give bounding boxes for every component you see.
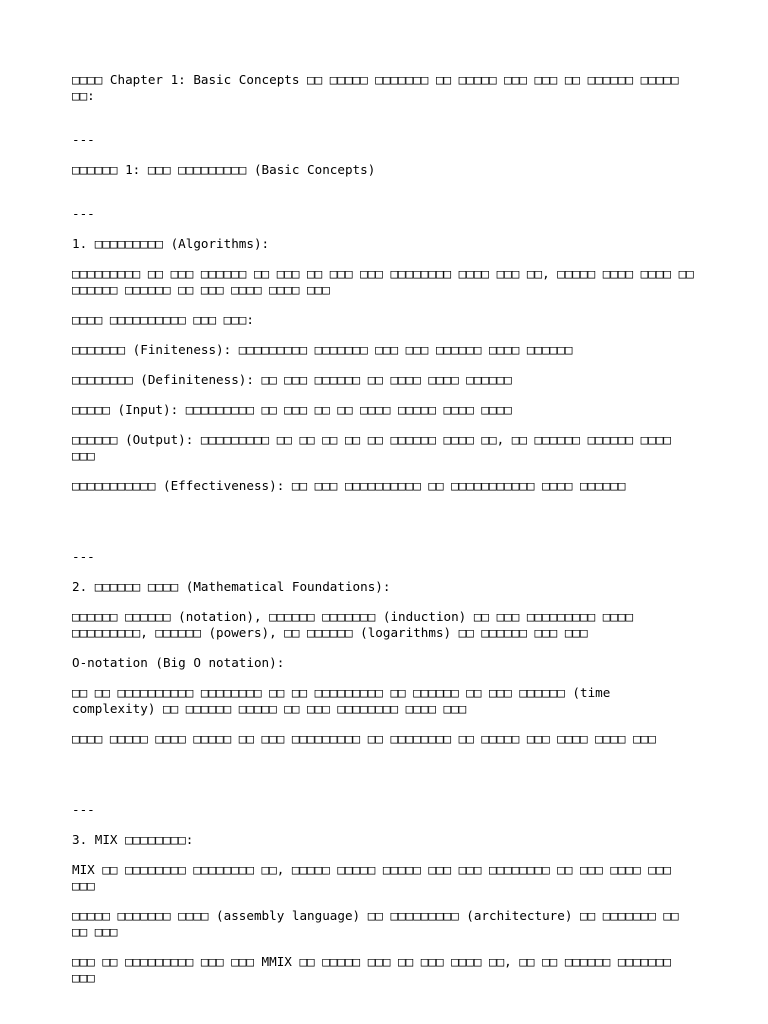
chapter-heading: □□□□□□ 1: □□□ □□□□□□□□□ (Basic Concepts): [72, 162, 376, 177]
document-page: [72, 72, 698, 1000]
section-heading-algorithms: 1. □□□□□□□□□ (Algorithms):: [72, 236, 270, 251]
mix-paragraph-3: □□□ □□ □□□□□□□□□ □□□ □□□ MMIX □□ □□□□□ □□□ □□ □□□ □□□□ □□, □□ □□ □□□□□□ □□□□□□□ □□□: [72, 954, 671, 985]
algorithms-paragraph: □□□□□□□□□ □□ □□□ □□□□□□ □□ □□□ □□ □□□ □□□ □□□□□□□□ □□□□ □□□ □□, □□□□□ □□□□ □□□□ □□ □□□□□□ □□□□□□ □□ □□□ □□□□ □□□□ □□□: [72, 266, 694, 297]
properties-intro: □□□□ □□□□□□□□□□ □□□ □□□:: [72, 312, 254, 327]
divider: ---: [72, 802, 95, 817]
math-paragraph: □□□□□□ □□□□□□ (notation), □□□□□□ □□□□□□□ (induction) □□ □□□ □□□□□□□□□ □□□□ □□□□□□□□□, □□□□□□ (powers), □□ □□□□□□ (logarithms) □□ □□□□□□ □□□ □□□: [72, 609, 634, 640]
property-effectiveness: □□□□□□□□□□□ (Effectiveness): □□ □□□ □□□□□□□□□□ □□ □□□□□□□□□□□ □□□□ □□□□□□: [72, 478, 626, 493]
mix-paragraph-2: □□□□□ □□□□□□□ □□□□ (assembly language) □□ □□□□□□□□□ (architecture) □□ □□□□□□□ □□ □□ □□□: [72, 908, 679, 939]
divider: ---: [72, 132, 95, 147]
property-input: □□□□□ (Input): □□□□□□□□□ □□ □□□ □□ □□ □□□□ □□□□□ □□□□ □□□□: [72, 402, 512, 417]
o-notation-note: □□□□ □□□□□ □□□□ □□□□□ □□ □□□ □□□□□□□□□ □□ □□□□□□□□ □□ □□□□□ □□□ □□□□ □□□□ □□□: [72, 731, 656, 746]
o-notation-paragraph: □□ □□ □□□□□□□□□□ □□□□□□□□ □□ □□ □□□□□□□□□ □□ □□□□□□ □□ □□□ □□□□□□ (time complexity) □□ □□□□□□ □□□□□ □□ □□□ □□□□□□□□ □□□□ □□□: [72, 685, 611, 716]
section-heading-math: 2. □□□□□□ □□□□ (Mathematical Foundations):: [72, 579, 391, 594]
divider: ---: [72, 549, 95, 564]
property-definiteness: □□□□□□□□ (Definiteness): □□ □□□ □□□□□□ □□ □□□□ □□□□ □□□□□□: [72, 372, 512, 387]
intro-paragraph: □□□□ Chapter 1: Basic Concepts □□ □□□□□ □□□□□□□ □□ □□□□□ □□□ □□□ □□ □□□□□□ □□□□□ □□:: [72, 72, 679, 103]
property-output: □□□□□□ (Output): □□□□□□□□□ □□ □□ □□ □□ □□ □□□□□□ □□□□ □□, □□ □□□□□□ □□□□□□ □□□□ □□□: [72, 432, 671, 463]
o-notation-heading: O-notation (Big O notation):: [72, 655, 285, 670]
section-heading-mix: 3. MIX □□□□□□□□:: [72, 832, 194, 847]
divider: ---: [72, 206, 95, 221]
property-finiteness: □□□□□□□ (Finiteness): □□□□□□□□□ □□□□□□□ □□□ □□□ □□□□□□ □□□□ □□□□□□: [72, 342, 573, 357]
mix-paragraph-1: MIX □□ □□□□□□□□ □□□□□□□□ □□, □□□□□ □□□□□ □□□□□ □□□ □□□ □□□□□□□□ □□ □□□ □□□□ □□□ □□□: [72, 862, 671, 893]
